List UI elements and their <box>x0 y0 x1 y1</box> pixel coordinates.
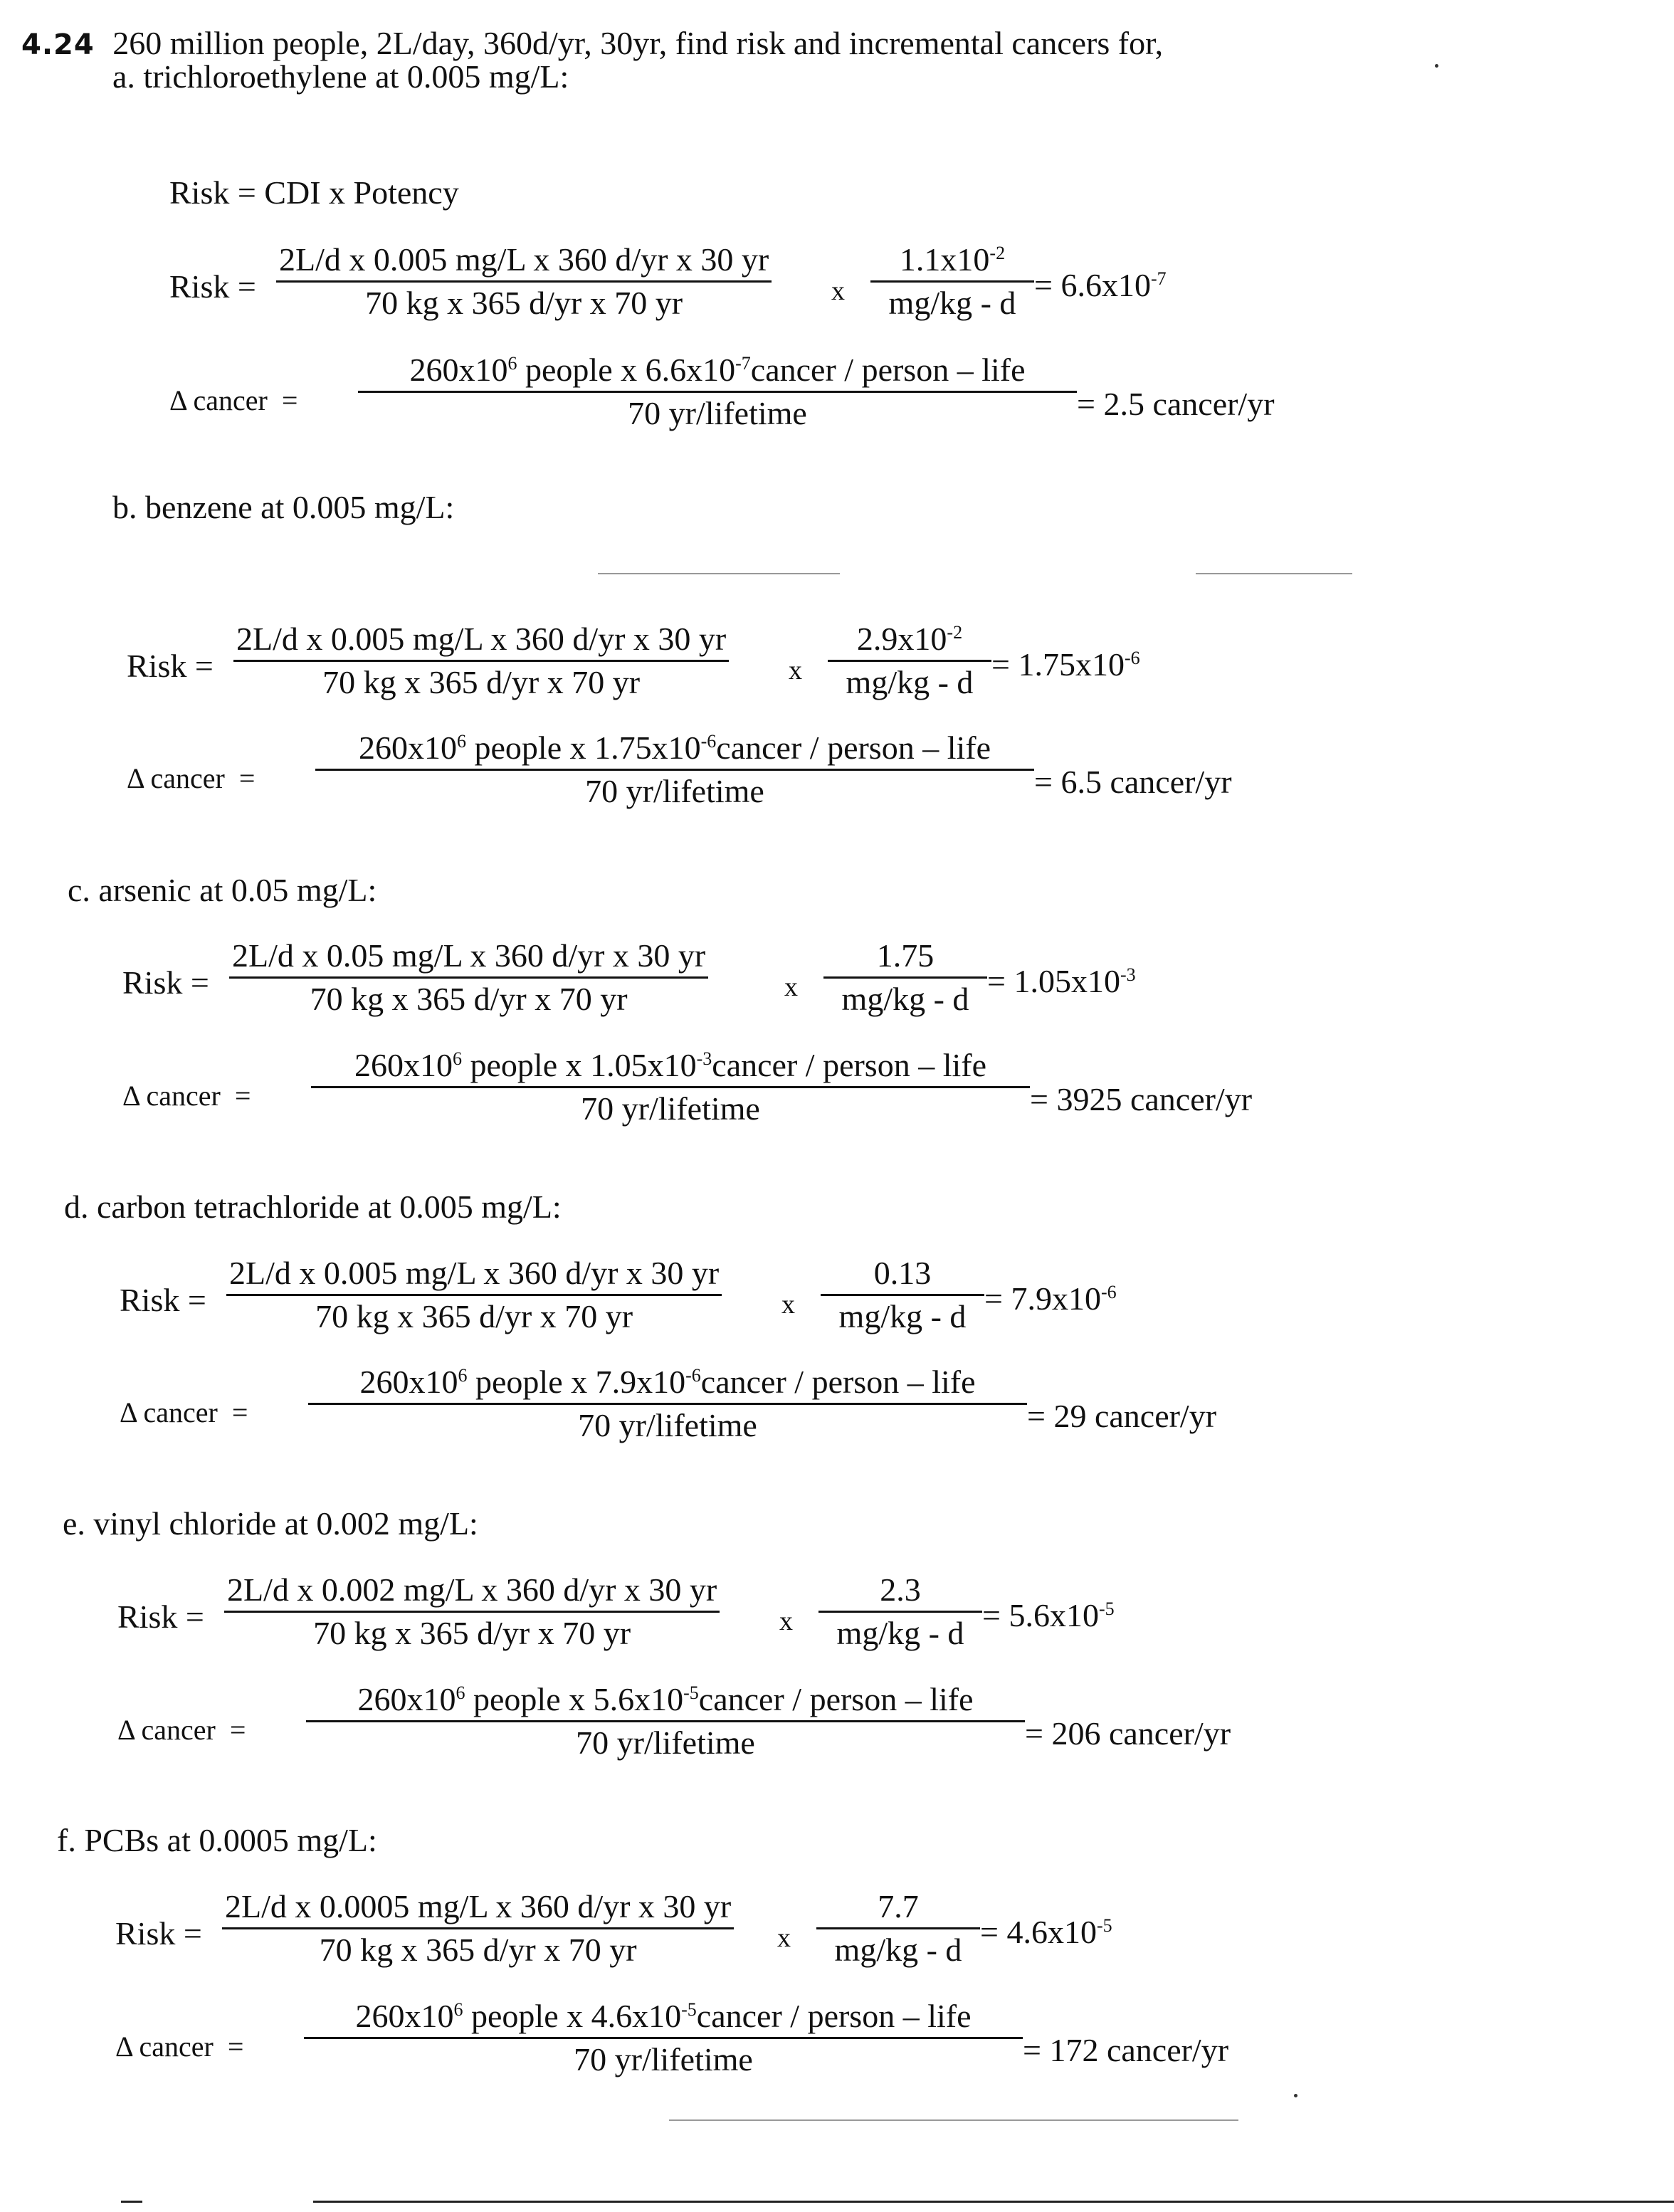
potency-fraction <box>870 243 1034 320</box>
risk-numerator: 2L/d x 0.005 mg/L x 360 d/yr x 30 yr <box>279 241 769 278</box>
cancer-result: = 2.5 cancer/yr <box>1077 386 1275 422</box>
cancer-units: cancer / person – life <box>698 1681 974 1717</box>
faint-divider <box>598 573 840 574</box>
potency-numerator <box>874 939 937 972</box>
risk-numerator: 2L/d x 0.05 mg/L x 360 d/yr x 30 yr <box>232 937 706 974</box>
cancer-fraction <box>315 732 1034 808</box>
risk-denominator: 70 kg x 365 d/yr x 70 yr <box>313 1615 631 1651</box>
risk-label: Risk = <box>122 964 209 1001</box>
potency-fraction <box>821 1257 984 1333</box>
population-value: 260x10 <box>357 1681 456 1717</box>
times-sign: x <box>789 655 802 685</box>
risk-label: Risk = <box>115 1915 202 1952</box>
cancer-numerator <box>356 732 994 764</box>
potency-numerator <box>875 1890 922 1923</box>
cancer-units: cancer / person – life <box>750 352 1026 388</box>
bottom-divider-left <box>121 2201 142 2203</box>
risk-label: Risk = <box>127 648 214 684</box>
potency-value: 1.75 <box>876 937 935 974</box>
part-label: e. vinyl chloride at 0.002 mg/L: <box>63 1505 478 1542</box>
risk-result <box>980 1916 1112 1949</box>
risk-result <box>984 1280 1117 1317</box>
potency-units: mg/kg - d <box>841 981 969 1017</box>
risk-result-value: = 1.05x10 <box>987 963 1120 999</box>
fraction-bar <box>224 1611 720 1613</box>
cancer-label: Δ cancer = <box>117 1714 246 1746</box>
risk-result <box>982 1599 1115 1632</box>
risk-term: people x 5.6x10 <box>465 1681 684 1717</box>
risk-result <box>987 965 1136 998</box>
population-exponent: 6 <box>453 1999 463 2020</box>
part-label: a. trichloroethylene at 0.005 mg/L: <box>112 58 569 95</box>
lifetime-denominator: 70 yr/lifetime <box>578 1407 757 1443</box>
potency-value: 7.7 <box>878 1888 919 1924</box>
fraction-bar <box>226 1294 722 1296</box>
part-label: b. benzene at 0.005 mg/L: <box>112 489 455 525</box>
population-exponent: 6 <box>458 1365 468 1386</box>
cancer-units: cancer / person – life <box>716 730 991 766</box>
times-sign: x <box>784 972 798 1002</box>
risk-term: people x 6.6x10 <box>517 352 736 388</box>
risk-term: people x 1.75x10 <box>466 730 701 766</box>
cancer-label: Δ cancer = <box>120 1396 248 1428</box>
population-exponent: 6 <box>453 1048 462 1069</box>
risk-result-exponent: -5 <box>1098 1599 1115 1619</box>
cancer-result: = 172 cancer/yr <box>1023 2032 1229 2068</box>
risk-label: Risk = <box>117 1599 204 1635</box>
risk-denominator: 70 kg x 365 d/yr x 70 yr <box>365 285 683 321</box>
cancer-units: cancer / person – life <box>712 1047 986 1083</box>
part-label: d. carbon tetrachloride at 0.005 mg/L: <box>64 1189 562 1225</box>
cancer-result: = 3925 cancer/yr <box>1030 1081 1253 1117</box>
cancer-label: Δ cancer = <box>122 1080 251 1112</box>
cancer-result: = 6.5 cancer/yr <box>1034 764 1232 800</box>
cancer-fraction <box>304 2000 1023 2076</box>
risk-result <box>991 648 1140 681</box>
risk-result-value: = 6.6x10 <box>1034 267 1151 303</box>
times-sign: x <box>777 1923 791 1953</box>
cancer-label: Δ cancer = <box>169 384 298 416</box>
problem-number: 4.24 <box>21 28 95 61</box>
potency-value: 0.13 <box>873 1255 932 1291</box>
risk-fraction <box>226 1257 722 1333</box>
potency-numerator <box>897 243 1008 276</box>
cancer-fraction <box>306 1683 1025 1759</box>
population-value: 260x10 <box>359 730 457 766</box>
lifetime-denominator: 70 yr/lifetime <box>574 2041 753 2077</box>
population-exponent: 6 <box>456 1682 465 1703</box>
risk-term: people x 7.9x10 <box>467 1364 686 1400</box>
risk-result-exponent: -6 <box>1100 1282 1117 1302</box>
faint-divider-bottom <box>669 2119 1238 2121</box>
potency-units: mg/kg - d <box>834 1932 962 1968</box>
risk-result-exponent: -6 <box>1124 648 1140 668</box>
bottom-divider <box>313 2201 1674 2203</box>
risk-fraction <box>224 1571 720 1651</box>
risk-definition: Risk = CDI x Potency <box>169 174 459 211</box>
risk-term-exponent: -5 <box>683 1682 699 1703</box>
cancer-fraction <box>311 1049 1030 1125</box>
fraction-bar <box>816 1927 980 1929</box>
faint-divider-right <box>1196 573 1352 574</box>
risk-label: Risk = <box>169 268 256 305</box>
risk-term-exponent: -5 <box>681 1999 697 2020</box>
cancer-fraction <box>358 354 1077 430</box>
fraction-bar <box>818 1611 982 1613</box>
times-sign: x <box>781 1290 795 1320</box>
part-label: c. arsenic at 0.05 mg/L: <box>68 872 377 908</box>
risk-numerator: 2L/d x 0.002 mg/L x 360 d/yr x 30 yr <box>227 1571 717 1608</box>
potency-value: 2.9x10 <box>856 621 947 657</box>
risk-fraction <box>229 939 708 1016</box>
lifetime-denominator: 70 yr/lifetime <box>585 773 764 809</box>
risk-result-value: = 5.6x10 <box>982 1597 1099 1633</box>
population-exponent: 6 <box>457 731 466 752</box>
problem-header <box>21 27 1163 60</box>
risk-result-value: = 1.75x10 <box>991 646 1125 683</box>
fraction-bar <box>233 660 729 662</box>
risk-fraction <box>276 243 772 320</box>
risk-term-exponent: -6 <box>685 1365 701 1386</box>
problem-statement: 260 million people, 2L/day, 360d/yr, 30yr, find risk and incremental cancers for, <box>112 25 1164 61</box>
risk-denominator: 70 kg x 365 d/yr x 70 yr <box>315 1298 633 1334</box>
potency-exponent: -2 <box>989 243 1006 263</box>
fraction-bar <box>306 1720 1025 1722</box>
fraction-bar <box>311 1086 1030 1088</box>
population-value: 260x10 <box>409 352 508 388</box>
risk-result-exponent: -7 <box>1150 268 1167 289</box>
potency-value: 2.3 <box>880 1571 921 1608</box>
cancer-numerator <box>355 1683 976 1716</box>
fraction-bar <box>229 976 708 979</box>
part-label: f. PCBs at 0.0005 mg/L: <box>57 1822 377 1858</box>
potency-numerator <box>871 1257 935 1290</box>
risk-result-value: = 4.6x10 <box>980 1914 1097 1950</box>
risk-denominator: 70 kg x 365 d/yr x 70 yr <box>322 664 641 700</box>
risk-result <box>1034 269 1167 302</box>
cancer-units: cancer / person – life <box>700 1364 976 1400</box>
potency-numerator <box>877 1571 924 1608</box>
population-value: 260x10 <box>355 1998 454 2034</box>
potency-units: mg/kg - d <box>888 285 1016 321</box>
cancer-numerator <box>357 1366 979 1399</box>
times-sign: x <box>779 1606 793 1636</box>
fraction-bar <box>821 1294 984 1296</box>
page-speck <box>1435 64 1438 68</box>
cancer-numerator <box>353 2000 974 2033</box>
cancer-fraction <box>308 1366 1027 1442</box>
risk-term: people x 1.05x10 <box>462 1047 697 1083</box>
risk-term-exponent: -3 <box>696 1048 712 1069</box>
risk-numerator: 2L/d x 0.005 mg/L x 360 d/yr x 30 yr <box>236 621 727 657</box>
lifetime-denominator: 70 yr/lifetime <box>576 1724 755 1761</box>
fraction-bar <box>304 2037 1023 2039</box>
risk-denominator: 70 kg x 365 d/yr x 70 yr <box>310 981 628 1017</box>
risk-fraction <box>233 623 729 699</box>
fraction-bar <box>276 280 772 283</box>
risk-numerator: 2L/d x 0.005 mg/L x 360 d/yr x 30 yr <box>229 1255 720 1291</box>
fraction-bar <box>870 280 1034 283</box>
risk-result-exponent: -3 <box>1120 964 1136 985</box>
lifetime-denominator: 70 yr/lifetime <box>581 1090 760 1127</box>
risk-term: people x 4.6x10 <box>463 1998 682 2034</box>
potency-numerator <box>854 623 965 655</box>
potency-units: mg/kg - d <box>836 1615 964 1651</box>
risk-result-value: = 7.9x10 <box>984 1280 1101 1317</box>
potency-value: 1.1x10 <box>899 241 990 278</box>
cancer-label: Δ cancer = <box>115 2031 244 2063</box>
fraction-bar <box>828 660 991 662</box>
fraction-bar <box>315 769 1034 771</box>
cancer-result: = 206 cancer/yr <box>1025 1715 1231 1752</box>
cancer-numerator <box>407 354 1028 386</box>
fraction-bar <box>358 391 1077 393</box>
risk-term-exponent: -7 <box>735 353 751 374</box>
potency-units: mg/kg - d <box>846 664 974 700</box>
lifetime-denominator: 70 yr/lifetime <box>628 395 807 431</box>
risk-result-exponent: -5 <box>1096 1915 1112 1936</box>
potency-fraction <box>823 939 987 1016</box>
population-exponent: 6 <box>507 353 517 374</box>
risk-numerator: 2L/d x 0.0005 mg/L x 360 d/yr x 30 yr <box>225 1888 732 1924</box>
fraction-bar <box>823 976 987 979</box>
page-speck <box>1294 2094 1297 2097</box>
fraction-bar <box>308 1403 1027 1405</box>
cancer-units: cancer / person – life <box>696 1998 972 2034</box>
potency-exponent: -2 <box>947 622 963 643</box>
cancer-numerator <box>352 1049 989 1082</box>
potency-units: mg/kg - d <box>838 1298 967 1334</box>
risk-fraction <box>222 1890 734 1966</box>
risk-term-exponent: -6 <box>700 731 717 752</box>
potency-fraction <box>816 1890 980 1966</box>
cancer-label: Δ cancer = <box>127 762 256 794</box>
potency-fraction <box>818 1571 982 1651</box>
potency-fraction <box>828 623 991 699</box>
cancer-result: = 29 cancer/yr <box>1027 1398 1217 1434</box>
population-value: 260x10 <box>354 1047 453 1083</box>
risk-label: Risk = <box>120 1282 206 1318</box>
population-value: 260x10 <box>359 1364 458 1400</box>
risk-denominator: 70 kg x 365 d/yr x 70 yr <box>319 1932 637 1968</box>
fraction-bar <box>222 1927 734 1929</box>
times-sign: x <box>831 276 845 306</box>
